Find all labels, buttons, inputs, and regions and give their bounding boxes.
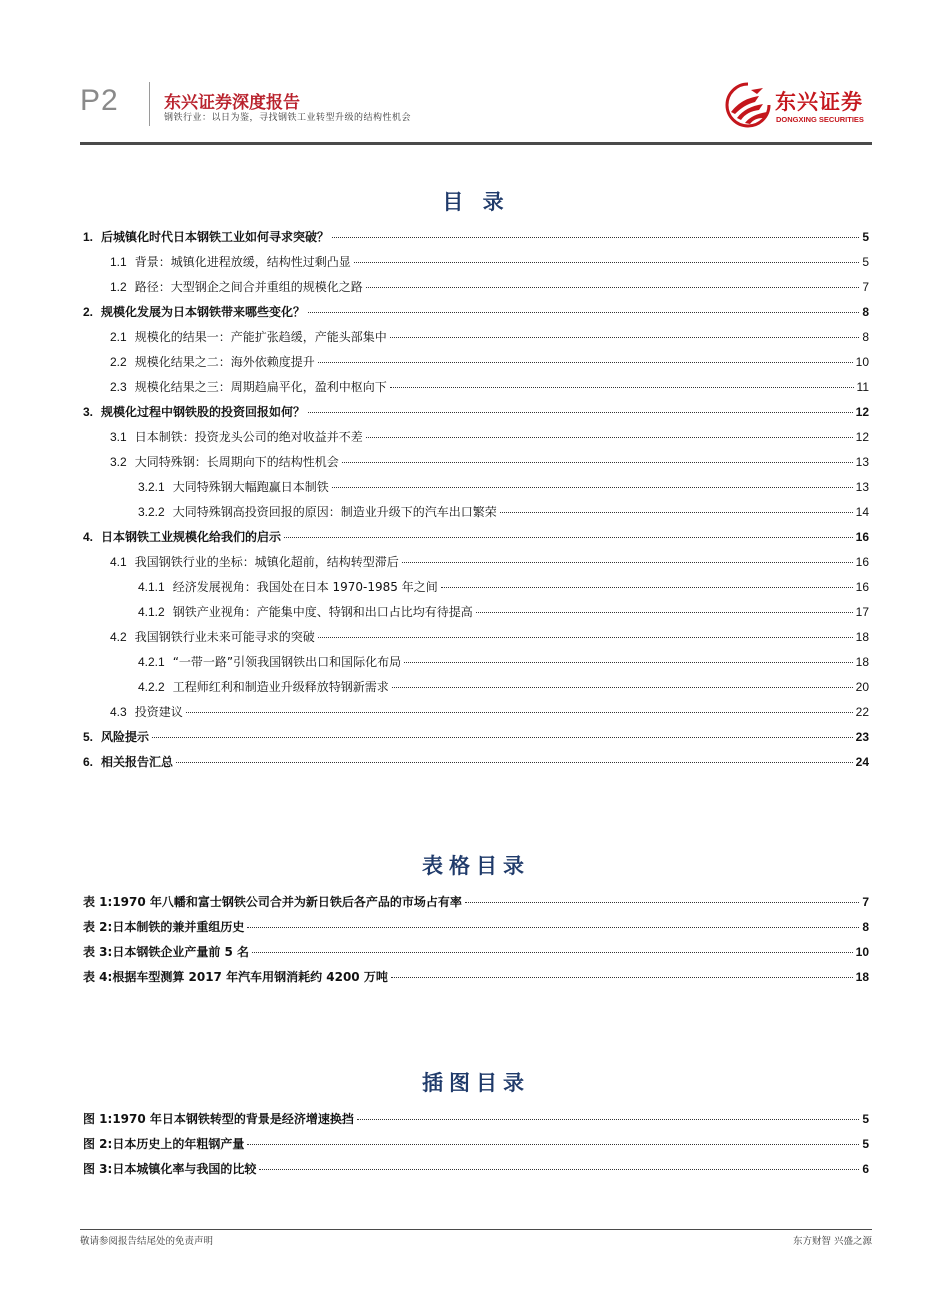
page-number: P2: [80, 84, 119, 117]
toc-item-3-2-1[interactable]: 3.2.1 大同特殊钢大幅跑赢日本制铁 13: [138, 480, 869, 494]
company-logo: [723, 80, 873, 130]
table-item-2[interactable]: 表 2:日本制铁的兼并重组历史 8: [83, 920, 869, 934]
report-title: 东兴证券深度报告: [164, 93, 300, 113]
table-item-1[interactable]: 表 1:1970 年八幡和富士钢铁公司合并为新日铁后各产品的市场占有率 7: [83, 895, 869, 909]
toc-item-2-3[interactable]: 2.3 规模化结果之三：周期趋扁平化，盈利中枢向下 11: [110, 380, 869, 394]
footer-rule: [80, 1229, 872, 1230]
toc-item-3-2-2[interactable]: 3.2.2 大同特殊钢高投资回报的原因：制造业升级下的汽车出口繁荣 14: [138, 505, 869, 519]
toc-item-5[interactable]: 5. 风险提示 23: [83, 730, 869, 744]
report-subtitle: 钢铁行业：以日为鉴，寻找钢铁工业转型升级的结构性机会: [164, 113, 412, 123]
toc-item-3[interactable]: 3. 规模化过程中钢铁股的投资回报如何？ 12: [83, 405, 869, 419]
toc-item-2-2[interactable]: 2.2 规模化结果之二：海外依赖度提升 10: [110, 355, 869, 369]
page-header: [80, 80, 872, 146]
toc-item-4-1-1[interactable]: 4.1.1 经济发展视角：我国处在日本 1970-1985 年之间 16: [138, 580, 869, 594]
toc-item-3-2[interactable]: 3.2 大同特殊钢：长周期向下的结构性机会 13: [110, 455, 869, 469]
toc-item-4[interactable]: 4. 日本钢铁工业规模化给我们的启示 16: [83, 530, 869, 544]
figures-title: 插图目录: [422, 1071, 530, 1095]
toc-item-4-3[interactable]: 4.3 投资建议 22: [110, 705, 869, 719]
toc-item-4-2[interactable]: 4.2 我国钢铁行业未来可能寻求的突破 18: [110, 630, 869, 644]
toc-item-4-2-1[interactable]: 4.2.1 “一带一路”引领我国钢铁出口和国际化布局 18: [138, 655, 869, 669]
toc-title: 目 录: [442, 190, 510, 214]
footer-slogan: 东方财智 兴盛之源: [792, 1236, 872, 1247]
tables-title: 表格目录: [422, 854, 530, 878]
toc-item-2-1[interactable]: 2.1 规模化的结果一：产能扩张趋缓，产能头部集中 8: [110, 330, 869, 344]
toc-item-1[interactable]: 1. 后城镇化时代日本钢铁工业如何寻求突破？ 5: [83, 230, 869, 244]
table-item-3[interactable]: 表 3:日本钢铁企业产量前 5 名 10: [83, 945, 869, 959]
figure-item-1[interactable]: 图 1:1970 年日本钢铁转型的背景是经济增速换挡 5: [83, 1112, 869, 1126]
header-rule: [80, 142, 872, 145]
logo-text-en: DONGXING SECURITIES: [776, 115, 864, 124]
figure-item-2[interactable]: 图 2:日本历史上的年粗钢产量 5: [83, 1137, 869, 1151]
toc-item-4-1-2[interactable]: 4.1.2 钢铁产业视角：产能集中度、特钢和出口占比均有待提高 17: [138, 605, 869, 619]
table-item-4[interactable]: 表 4:根据车型测算 2017 年汽车用钢消耗约 4200 万吨 18: [83, 970, 869, 984]
logo-mark-icon: [723, 80, 773, 130]
figure-item-3[interactable]: 图 3:日本城镇化率与我国的比较 6: [83, 1162, 869, 1176]
toc-item-2[interactable]: 2. 规模化发展为日本钢铁带来哪些变化？ 8: [83, 305, 869, 319]
toc-item-1-1[interactable]: 1.1 背景：城镇化进程放缓，结构性过剩凸显 5: [110, 255, 869, 269]
logo-text-cn: 东兴证券: [775, 90, 863, 114]
header-divider: [149, 82, 150, 126]
toc-item-3-1[interactable]: 3.1 日本制铁：投资龙头公司的绝对收益并不差 12: [110, 430, 869, 444]
toc-item-4-1[interactable]: 4.1 我国钢铁行业的坐标：城镇化超前，结构转型滞后 16: [110, 555, 869, 569]
toc-item-6[interactable]: 6. 相关报告汇总 24: [83, 755, 869, 769]
footer-disclaimer: 敬请参阅报告结尾处的免责声明: [80, 1236, 214, 1247]
toc-item-4-2-2[interactable]: 4.2.2 工程师红利和制造业升级释放特钢新需求 20: [138, 680, 869, 694]
toc-item-1-2[interactable]: 1.2 路径：大型钢企之间合并重组的规模化之路 7: [110, 280, 869, 294]
